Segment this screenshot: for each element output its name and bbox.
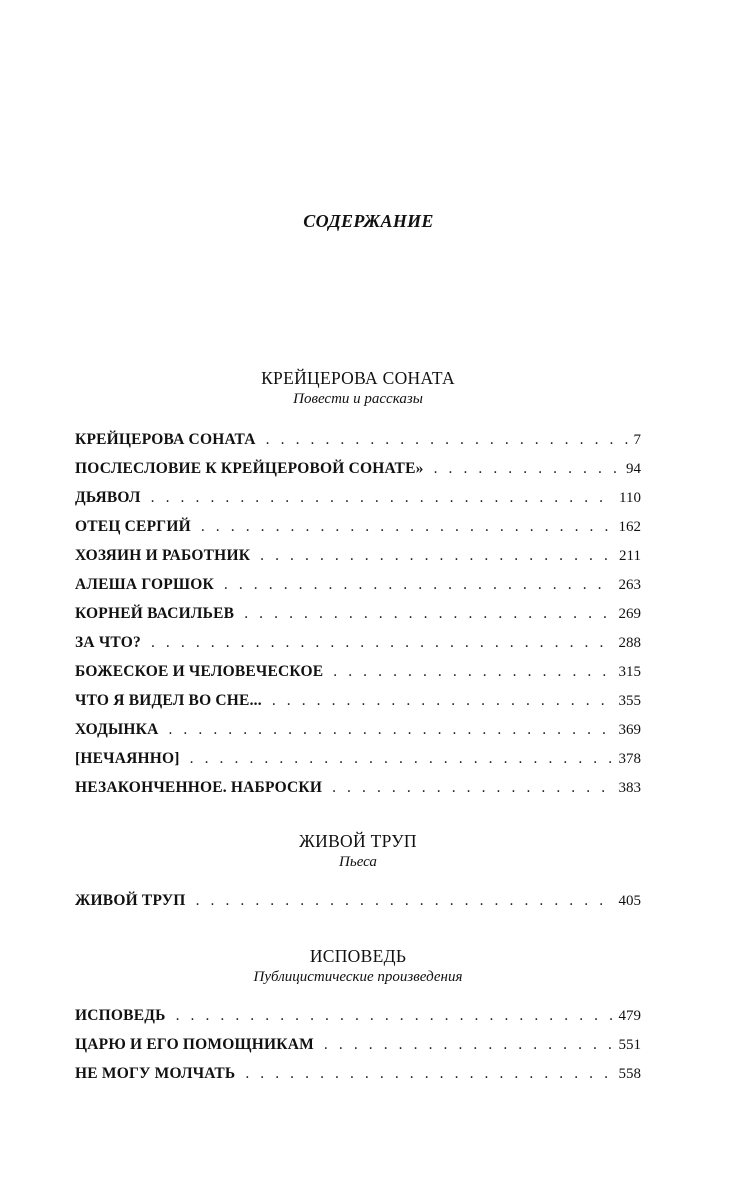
toc-entry[interactable] <box>75 1059 641 1088</box>
section-heading: ЖИВОЙ ТРУП <box>299 831 417 851</box>
toc-entry[interactable] <box>75 657 641 686</box>
section-kreutzer-sonata <box>75 367 641 802</box>
toc-entry-title: КРЕЙЦЕРОВА СОНАТА <box>75 431 256 448</box>
section-living-corpse <box>75 830 641 915</box>
toc-entry[interactable] <box>75 886 641 915</box>
toc-entry-title: ИСПОВЕДЬ <box>75 1007 166 1024</box>
toc-entry-page: 269 <box>618 606 641 622</box>
dot-leader <box>201 512 613 541</box>
toc-entry-title: ДЬЯВОЛ <box>75 489 141 506</box>
dot-leader <box>151 628 613 657</box>
dot-leader <box>324 1030 613 1059</box>
toc-entry-title: ЖИВОЙ ТРУП <box>75 892 186 909</box>
toc-entry-page: 315 <box>618 664 641 680</box>
toc-entry[interactable] <box>75 541 641 570</box>
toc-entry[interactable] <box>75 686 641 715</box>
toc-entry-title: ПОСЛЕСЛОВИЕ К КРЕЙЦЕРОВОЙ СОНАТЕ» <box>75 460 424 477</box>
toc-entry-page: 355 <box>618 693 641 709</box>
toc-entry[interactable] <box>75 483 641 512</box>
toc-entry-title: ЗА ЧТО? <box>75 634 141 651</box>
toc-entry-title: ХОДЫНКА <box>75 721 159 738</box>
toc-entry-page: 94 <box>626 461 641 477</box>
toc-entry-page: 263 <box>618 577 641 593</box>
toc-entry[interactable] <box>75 715 641 744</box>
section-subtitle: Повести и рассказы <box>293 391 423 407</box>
toc-entry[interactable] <box>75 1030 641 1059</box>
toc-entry-title: КОРНЕЙ ВАСИЛЬЕВ <box>75 605 235 622</box>
toc-list <box>75 886 641 915</box>
dot-leader <box>168 715 612 744</box>
toc-entry[interactable] <box>75 512 641 541</box>
toc-list <box>75 425 641 802</box>
toc-entry-title: НЕ МОГУ МОЛЧАТЬ <box>75 1065 236 1082</box>
section-heading: КРЕЙЦЕРОВА СОНАТА <box>261 368 455 388</box>
dot-leader <box>224 570 613 599</box>
toc-entry[interactable] <box>75 570 641 599</box>
toc-entry[interactable] <box>75 599 641 628</box>
toc-entry-page: 288 <box>618 635 641 651</box>
toc-entry-page: 378 <box>618 751 641 767</box>
dot-leader <box>176 1001 613 1030</box>
toc-entry-title: [НЕЧАЯННО] <box>75 750 180 767</box>
dot-leader <box>434 454 620 483</box>
toc-entry-title: БОЖЕСКОЕ И ЧЕЛОВЕЧЕСКОЕ <box>75 663 324 680</box>
toc-entry-page: 551 <box>618 1037 641 1053</box>
toc-entry-title: ХОЗЯИН И РАБОТНИК <box>75 547 251 564</box>
dot-leader <box>190 744 613 773</box>
toc-entry-title: АЛЕША ГОРШОК <box>75 576 214 593</box>
dot-leader <box>333 657 612 686</box>
toc-entry[interactable] <box>75 1001 641 1030</box>
page-title: СОДЕРЖАНИЕ <box>303 211 434 231</box>
toc-entry-page: 211 <box>619 548 641 564</box>
toc-entry[interactable] <box>75 425 641 454</box>
toc-entry-page: 369 <box>618 722 641 738</box>
toc-entry[interactable] <box>75 628 641 657</box>
dot-leader <box>272 686 613 715</box>
toc-entry-page: 110 <box>619 490 641 506</box>
toc-entry-page: 7 <box>633 432 641 448</box>
toc-entry-title: ЦАРЮ И ЕГО ПОМОЩНИКАМ <box>75 1036 314 1053</box>
section-subtitle: Пьеса <box>339 854 377 870</box>
dot-leader <box>260 541 613 570</box>
toc-entry-page: 405 <box>618 893 641 909</box>
toc-entry[interactable] <box>75 454 641 483</box>
section-confession <box>75 945 641 1088</box>
dot-leader <box>266 425 628 454</box>
dot-leader <box>244 599 612 628</box>
toc-entry-title: НЕЗАКОНЧЕННОЕ. НАБРОСКИ <box>75 779 323 796</box>
section-heading: ИСПОВЕДЬ <box>309 946 407 966</box>
toc-entry-title: ЧТО Я ВИДЕЛ ВО СНЕ... <box>75 692 262 709</box>
dot-leader <box>151 483 613 512</box>
section-subtitle: Публицистические произведения <box>253 969 463 985</box>
toc-entry[interactable] <box>75 773 641 802</box>
toc-list <box>75 1001 641 1088</box>
toc-entry-page: 558 <box>618 1066 641 1082</box>
toc-entry-page: 162 <box>618 519 641 535</box>
dot-leader <box>245 1059 612 1088</box>
toc-entry-title: ОТЕЦ СЕРГИЙ <box>75 518 191 535</box>
dot-leader <box>332 773 612 802</box>
dot-leader <box>196 886 613 915</box>
toc-entry-page: 479 <box>618 1008 641 1024</box>
toc-entry[interactable] <box>75 744 641 773</box>
toc-entry-page: 383 <box>618 780 641 796</box>
